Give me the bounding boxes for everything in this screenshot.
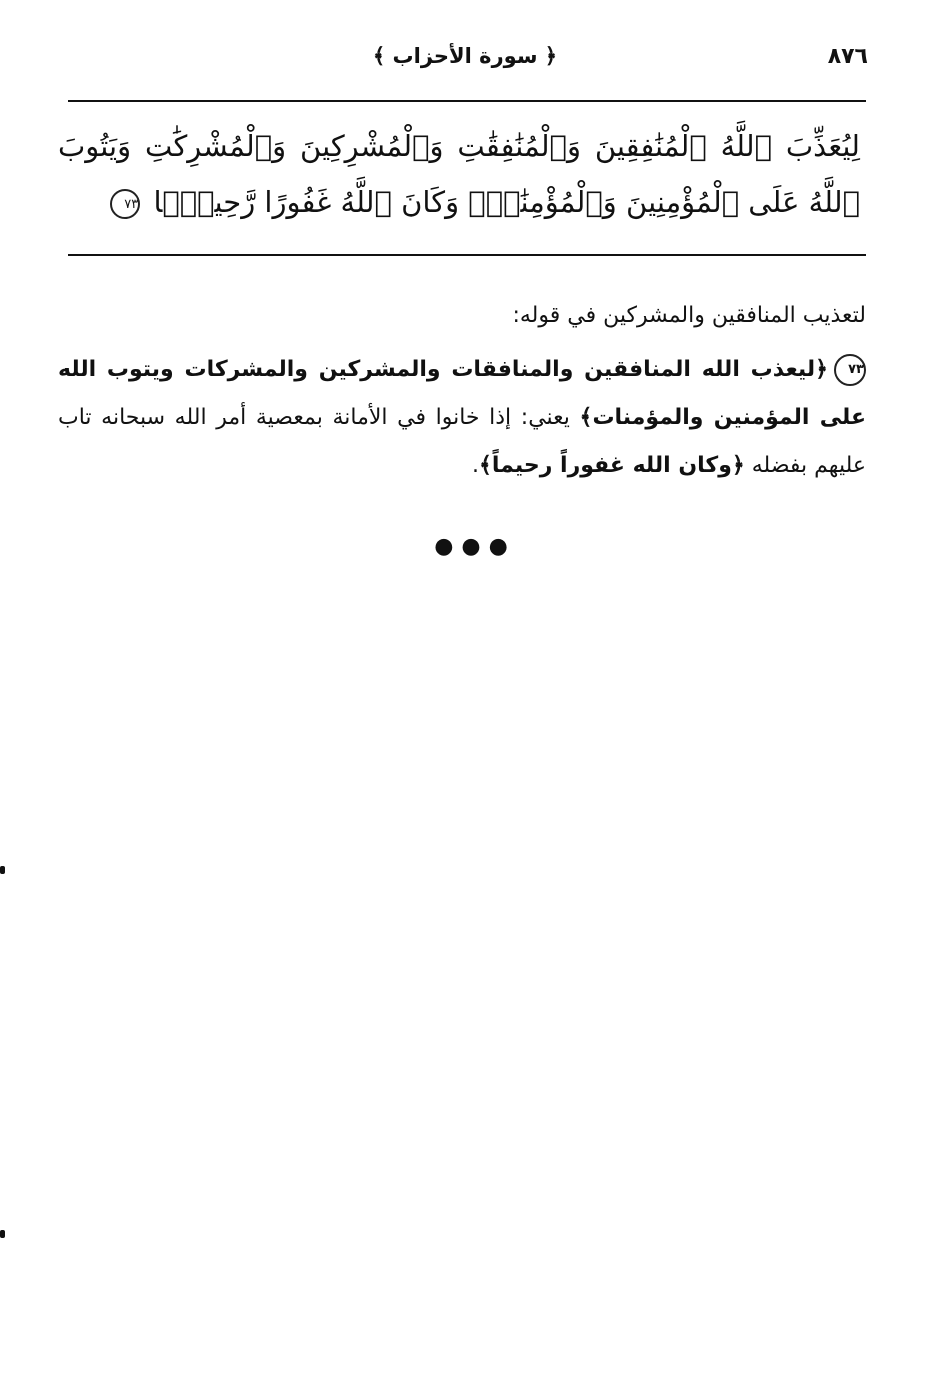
tafsir-body [58,346,866,490]
tafsir-block [58,292,866,490]
quran-verse-text: لِيُعَذِّبَ ٱللَّهُ ٱلْمُنَٰفِقِينَ وَٱلْمُنَٰفِقَٰتِ وَٱلْمُشْرِكِينَ وَٱلْمُشْرِكَٰتِ وَيَتُوبَ ٱللَّهُ عَلَى ٱلْمُؤْمِنِينَ وَٱلْمُؤْمِنَٰتِۗ وَكَانَ ٱللَّهُ غَفُورًا رَّحِيمًۢا [58,129,860,219]
edge-mark [0,866,5,874]
edge-mark [0,1230,5,1238]
page-header [62,44,868,84]
top-rule [68,100,866,102]
page-number: ٨٧٦ [827,44,868,69]
section-separator: ●●● [434,534,516,559]
tafsir-end-punctuation: . [472,453,479,478]
tafsir-verse-number-badge: ٧٣ [834,354,866,386]
bottom-rule [68,254,866,256]
tafsir-explanation: يعني: إذا خانوا في الأمانة بمعصية أمر الله سبحانه تاب عليهم بفضله [58,405,866,478]
quran-verse-block [58,118,860,230]
tafsir-quote-1: ﴿ليعذب الله المنافقين والمنافقات والمشركين والمشركات ويتوب الله على المؤمنين والمؤمنات﴾ [58,357,866,430]
tafsir-quote-2: ﴿وكان الله غفوراً رحيماً﴾ [479,453,745,478]
verse-number-marker: ٧٣ [110,189,140,219]
surah-title: ﴿ سورة الأحزاب ﴾ [372,44,558,68]
tafsir-intro: لتعذيب المنافقين والمشركين في قوله: [512,303,866,328]
